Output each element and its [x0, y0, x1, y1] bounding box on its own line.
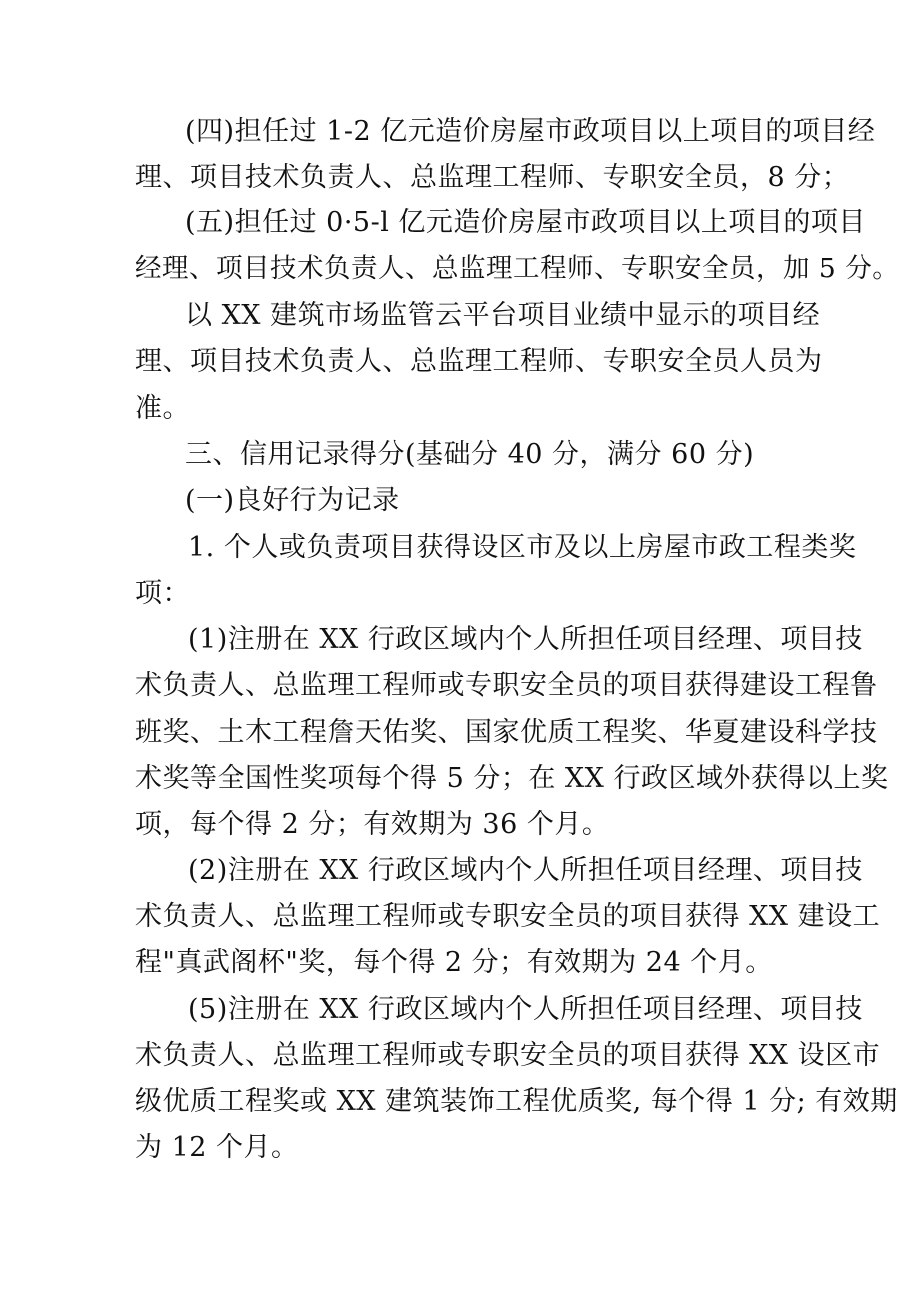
text-line: 项：: [135, 578, 190, 609]
text-line: 班奖、土木工程詹天佑奖、国家优质工程奖、华夏建设科学技: [135, 717, 878, 748]
text-line: 准。: [135, 393, 190, 424]
text-line: 术负责人、总监理工程师或专职安全员的项目获得 XX 设区市: [135, 1040, 881, 1071]
text-line: 为 12 个月。: [135, 1132, 299, 1163]
section-heading: 三、信用记录得分(基础分 40 分，满分 60 分): [185, 439, 755, 470]
text-line: (五)担任过 0·5-l 亿元造价房屋市政项目以上项目的项目: [185, 207, 866, 238]
text-line: 1. 个人或负责项目获得设区市及以上房屋市政工程类奖: [188, 532, 857, 563]
text-line: 理、项目技术负责人、总监理工程师、专职安全员人员为: [135, 346, 823, 377]
text-line: 术奖等全国性奖项每个得 5 分；在 XX 行政区域外获得以上奖: [135, 763, 889, 794]
text-line: 以 XX 建筑市场监管云平台项目业绩中显示的项目经: [185, 300, 821, 331]
text-line: 级优质工程奖或 XX 建筑装饰工程优质奖, 每个得 1 分; 有效期: [135, 1086, 898, 1117]
text-line: 术负责人、总监理工程师或专职安全员的项目获得 XX 建设工: [135, 901, 881, 932]
text-line: 项，每个得 2 分；有效期为 36 个月。: [135, 809, 610, 840]
subsection-heading: (一)良好行为记录: [185, 485, 400, 516]
text-line: (1)注册在 XX 行政区域内个人所担任项目经理、项目技: [188, 624, 863, 655]
text-line: (5)注册在 XX 行政区域内个人所担任项目经理、项目技: [188, 994, 863, 1025]
text-line: 术负责人、总监理工程师或专职安全员的项目获得建设工程鲁: [135, 670, 878, 701]
text-line: (2)注册在 XX 行政区域内个人所担任项目经理、项目技: [188, 855, 863, 886]
text-line: 经理、项目技术负责人、总监理工程师、专职安全员，加 5 分。: [135, 253, 900, 284]
text-line: (四)担任过 1-2 亿元造价房屋市政项目以上项目的项目经: [185, 116, 876, 147]
text-line: 理、项目技术负责人、总监理工程师、专职安全员，8 分；: [135, 162, 850, 193]
text-line: 程"真武阁杯"奖，每个得 2 分；有效期为 24 个月。: [135, 947, 773, 978]
